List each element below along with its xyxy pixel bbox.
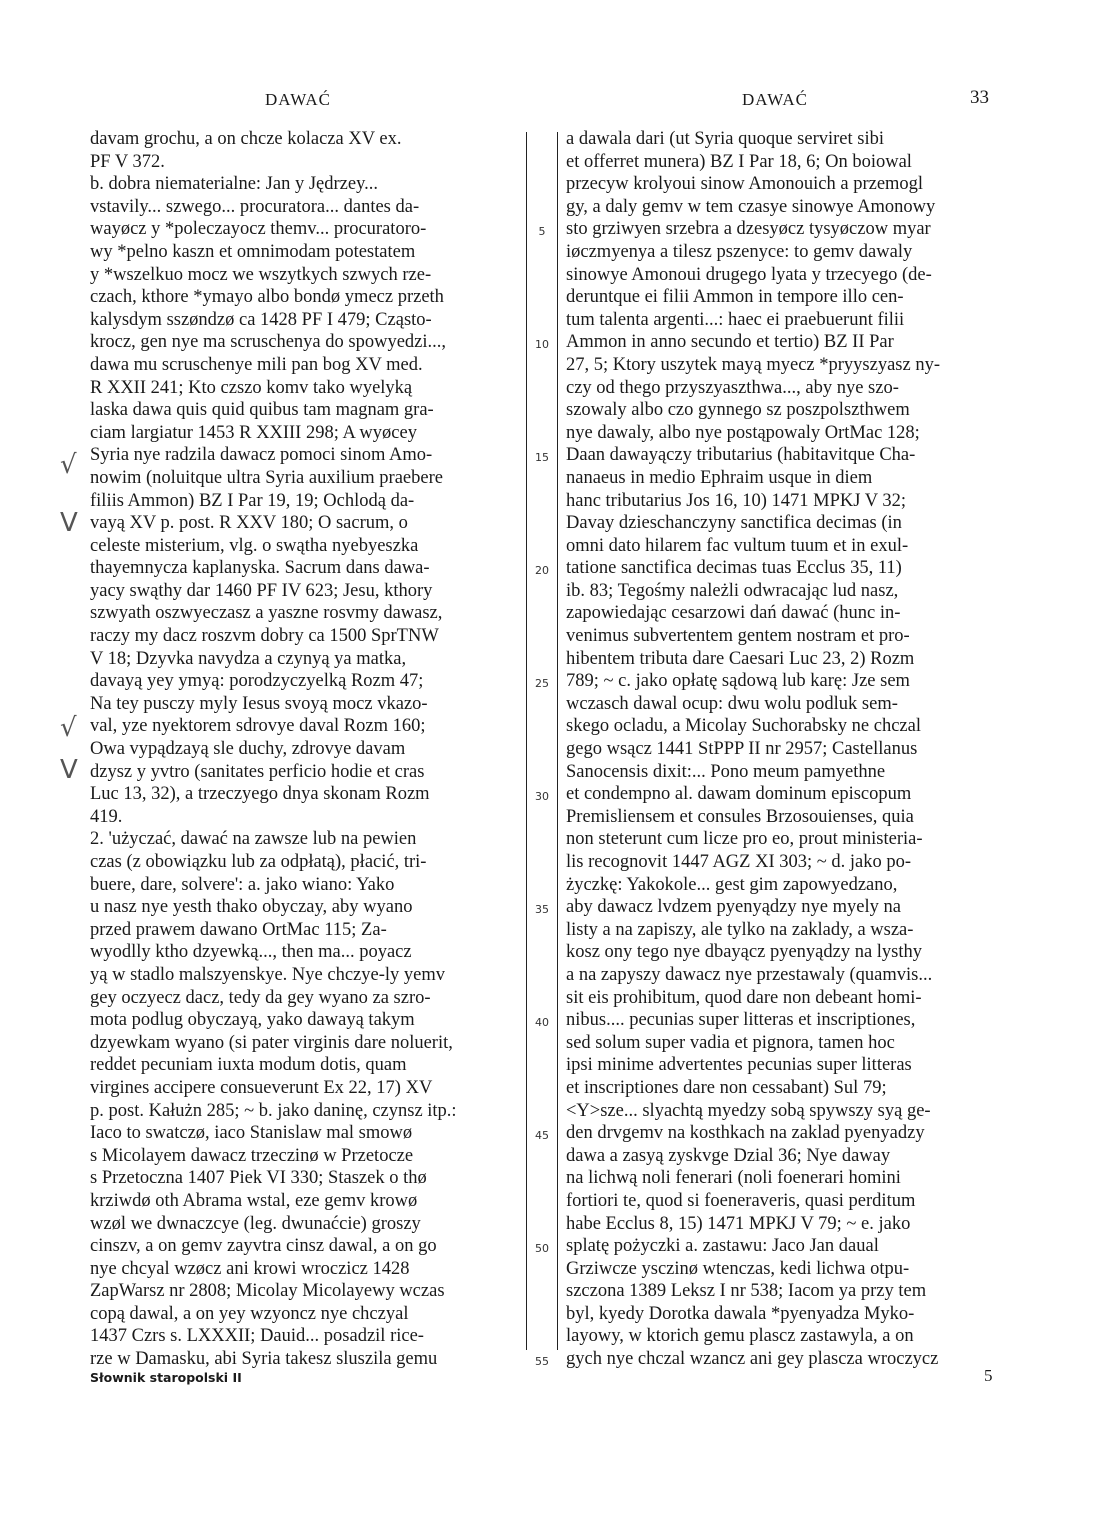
- text-line: venimus subvertentem gentem nostram et pro-: [566, 626, 910, 647]
- text-line: krocz, gen nye ma scruschenya do spowyedzi...,: [90, 332, 447, 353]
- text-line: przecyw krolyoui sinow Amonouich a przemogl: [566, 174, 924, 195]
- text-line: fortiori te, quod si foeneraveris, quasi perditum: [566, 1190, 916, 1211]
- text-line: kalysdym sszøndzø ca 1428 PF I 479; Cząsto-: [90, 309, 432, 330]
- footer-publication: Słownik staropolski II: [90, 1370, 242, 1385]
- text-line: den drvgemv na kosthkach na zaklad pyenyadzy: [566, 1123, 925, 1144]
- text-line: p. post. Kałużn 285; ~ b. jako daninę, czynsz itp.:: [90, 1100, 457, 1121]
- text-line: Grziwcze ysczinø wtenczas, kedi lichwa otpu-: [566, 1258, 910, 1279]
- running-head-right: DAWAĆ: [742, 90, 808, 109]
- text-line: et offerret munera) BZ I Par 18, 6; On boiowal: [566, 151, 912, 172]
- text-line: Na tey pusczy myly Iesus svoyą mocz vkazo-: [90, 693, 428, 714]
- text-line: layowy, w ktorich gemu plascz zastawyla, a on: [566, 1326, 914, 1347]
- text-line: a dawala dari (ut Syria quoque serviret sibi: [566, 129, 884, 149]
- text-line: R XXII 241; Kto czszo komv tako wyelyką: [90, 377, 413, 398]
- text-line: virgines accipere consueverunt Ex 22, 17) XV: [90, 1077, 433, 1098]
- pencil-v-mark: V: [60, 755, 78, 785]
- text-line: val, yze nyektorem sdrovye daval Rozm 160;: [90, 716, 426, 737]
- running-head-left: DAWAĆ: [265, 90, 331, 109]
- text-line: 789; ~ c. jako opłatę sądową lub karę: Jze sem: [566, 671, 910, 692]
- line-number: 50: [535, 1242, 549, 1256]
- text-line: wayøcz y *poleczayocz themv... procuratoro-: [90, 219, 427, 240]
- text-line: nanaeus in medio Ephraim usque in diem: [566, 467, 873, 488]
- text-line: davam grochu, a on chcze kolacza XV ex.: [90, 129, 402, 149]
- text-line: przed prawem dawano OrtMac 115; Za-: [90, 919, 387, 940]
- line-number: 5: [538, 225, 546, 239]
- text-line: Iaco to swatczø, iaco Stanislaw mal smowø: [90, 1123, 413, 1144]
- text-line: szwyath oszwyeczasz a yaszne rosvmy dawasz,: [90, 603, 443, 624]
- text-line: mota podlug obyczayą, yako dawayą takym: [90, 1010, 415, 1031]
- text-line: na lichwą noli fenerari (noli foenerari homini: [566, 1168, 901, 1189]
- right-text-column: [566, 128, 994, 1371]
- text-line: ipsi minime advertentes pecunias super litteras: [566, 1055, 912, 1076]
- text-line: Sanocensis dixit:... Pono meum pamyethne: [566, 761, 886, 782]
- text-line: szowaly albo czo gynnego sz poszpolszthwem: [566, 400, 910, 421]
- text-line: czach, kthore *ymayo albo bondø ymecz przeth: [90, 287, 444, 308]
- text-line: hibentem tributa dare Caesari Luc 23, 2) Rozm: [566, 648, 915, 669]
- text-line: gego wsącz 1441 StPPP II nr 2957; Castellanus: [566, 739, 918, 760]
- text-line: splatę pożyczki a. zastawu: Jaco Jan daual: [566, 1236, 879, 1257]
- line-number: 55: [535, 1355, 549, 1369]
- text-line: V 18; Dzyvka navydza a czynyą ya matka,: [90, 648, 407, 669]
- text-line: Premisliensem et consules Brzosouienses, quia: [566, 806, 914, 827]
- line-number-gutter: [516, 128, 566, 1369]
- text-line: wyodlly ktho dzyewką..., then ma... poyacz: [90, 942, 412, 963]
- line-number: 30: [535, 790, 549, 804]
- text-line: PF V 372.: [90, 151, 165, 172]
- text-line: ZapWarsz nr 2808; Micolay Micolayewy wczas: [90, 1281, 445, 1302]
- text-line: wzøl we dwnaczcye (leg. dwunaćcie) groszy: [90, 1213, 421, 1234]
- text-line: b. dobra niematerialne: Jan y Jędrzey...: [90, 174, 379, 195]
- text-line: Luc 13, 32), a trzeczyego dnya skonam Rozm: [90, 784, 430, 805]
- text-line: rze w Damasku, abi Syria takesz sluszila gemu: [90, 1349, 438, 1370]
- text-line: raczy my dacz roszvm dobry ca 1500 SprTNW: [90, 626, 439, 647]
- text-line: ciam largiatur 1453 R XXIII 298; A wyøcey: [90, 422, 417, 443]
- text-line: tum talenta argenti...: haec ei praebuerunt filii: [566, 309, 905, 330]
- text-line: lis recognovit 1447 AGZ XI 303; ~ d. jako po-: [566, 852, 912, 872]
- text-line: Owa vypądzayą sle duchy, zdrovye davam: [90, 739, 406, 760]
- text-line: reddet pecuniam iuxta modum dotis, quam: [90, 1055, 407, 1076]
- text-line: deruntque ei filii Ammon in tempore illo cen-: [566, 287, 904, 308]
- text-line: życzkę: Yakokole... gest gim zapowyedzano,: [566, 874, 898, 895]
- text-line: szczona 1389 Leksz I nr 538; Iacom ya przy tem: [566, 1281, 927, 1302]
- text-line: listy a na zapiszy, ale tylko na zaklady, a wsza-: [566, 919, 914, 940]
- text-line: a na zapyszy dawacz nye przestawaly (quamvis...: [566, 964, 933, 985]
- text-line: s Micolayem dawacz trzeczinø w Przetocze: [90, 1145, 414, 1166]
- line-number: 40: [535, 1016, 549, 1030]
- text-line: wy *pelno kaszn et omnimodam potestatem: [90, 241, 416, 262]
- text-line: sed solum super vadia et pignora, tamen hoc: [566, 1032, 895, 1053]
- text-line: nowim (noluitque ultra Syria auxilium praebere: [90, 467, 443, 488]
- text-line: dzysz y yvtro (sanitates perficio hodie et cras: [90, 761, 425, 782]
- text-line: gych nye chczal wzancz ani gey plascza wroczycz: [566, 1349, 939, 1370]
- line-number: 25: [535, 677, 549, 691]
- text-line: et inscriptiones dare non cessabant) Sul 79;: [566, 1077, 887, 1098]
- text-line: u nasz nye yesth thako obyczay, aby wyano: [90, 897, 413, 918]
- line-number: 10: [535, 338, 549, 352]
- text-line: dawa mu scruschenye mili pan bog XV med.: [90, 354, 423, 375]
- text-line: 419.: [90, 806, 123, 827]
- text-line: byl, kyedy Dorotka dawala *pyenyadza Myko-: [566, 1303, 915, 1324]
- text-line: cinszv, a on gemv zayvtra cinsz dawal, a on go: [90, 1236, 437, 1257]
- text-line: filiis Ammon) BZ I Par 19, 19; Ochlodą da-: [90, 490, 415, 511]
- text-line: skego ocladu, a Micolay Suchorabsky ne chczal: [566, 716, 921, 737]
- pencil-check-mark: √: [60, 713, 77, 743]
- line-number: 35: [535, 903, 549, 917]
- line-number: 20: [535, 564, 549, 578]
- text-line: zapowiedając cesarzowi dań dawać (hunc in-: [566, 603, 901, 624]
- pencil-check-mark: √: [60, 450, 77, 480]
- text-line: omni dato hilarem fac vultum tuum et in exul-: [566, 535, 909, 556]
- text-line: sinowye Amonoui drugego lyata y trzecyego (de-: [566, 264, 932, 285]
- text-line: gey oczyecz dacz, tedy da gey wyano za szro-: [90, 987, 431, 1008]
- text-line: Daan dawayączy tributarius (habitavitque Cha-: [566, 445, 916, 466]
- text-line: sto grziwyen srzebra a dzesyøcz tysyøczow myar: [566, 219, 931, 240]
- text-line: dzyewkam wyano (si pater virginis dare noluerit,: [90, 1032, 453, 1053]
- text-line: kosz ony tego nye dbayącz pyenyądzy na lysthy: [566, 942, 923, 963]
- text-line: et condempno al. dawam dominum episcopum: [566, 784, 912, 805]
- page-number: 33: [970, 87, 989, 108]
- text-line: Ammon in anno secundo et tertio) BZ II Par: [566, 332, 894, 353]
- text-line: laska dawa quis quid quibus tam magnam gra-: [90, 400, 434, 421]
- text-line: thayemnycza kaplanyska. Sacrum dans dawa-: [90, 558, 430, 579]
- text-line: yą w stadlo malszyenskye. Nye chczye-ly yemv: [90, 964, 445, 985]
- text-line: aby dawacz lvdzem pyenyądzy nye myely na: [566, 897, 901, 918]
- text-line: hanc tributarius Jos 16, 10) 1471 MPKJ V 32;: [566, 490, 907, 511]
- text-line: non steterunt cum licze pro eo, prout ministeria-: [566, 829, 923, 850]
- left-text-column: [90, 128, 516, 1371]
- text-line: celeste misterium, vlg. o swątha nyebyeszka: [90, 535, 419, 556]
- text-line: tatione sanctifica decimas tuas Ecclus 35, 11): [566, 558, 902, 579]
- text-line: yacy swąthy dar 1460 PF IV 623; Jesu, kthory: [90, 580, 433, 601]
- text-line: czy od thego przyszyaszthwa..., aby nye szo-: [566, 377, 899, 398]
- text-line: wczasch dawal ocup: dwu wolu podluk sem-: [566, 693, 898, 714]
- pencil-v-mark: V: [60, 508, 78, 538]
- text-line: nye dawaly, albo nye postąpowaly OrtMac 128;: [566, 422, 920, 443]
- text-line: Syria nye radzila dawacz pomoci sinom Amo-: [90, 445, 433, 466]
- text-line: vayą XV p. post. R XXV 180; O sacrum, o: [90, 513, 408, 534]
- text-line: nibus.... pecunias super litteras et inscriptiones,: [566, 1010, 916, 1031]
- text-line: krziwdø oth Abrama wstal, eze gemv krowø: [90, 1190, 418, 1211]
- text-line: copą dawal, a on yey wzyoncz nye chczyal: [90, 1303, 409, 1324]
- text-line: nye chcyal wzøcz ani krowi wroczicz 1428: [90, 1258, 410, 1279]
- text-line: y *wszelkuo mocz we wszytkych szwych rze-: [90, 264, 432, 285]
- text-line: 27, 5; Ktory uszytek mayą myecz *pryyszyasz ny-: [566, 354, 941, 375]
- footer-sheet-number: 5: [984, 1366, 993, 1385]
- text-line: dawa a zasyą zyskvge Dzial 36; Nye daway: [566, 1145, 891, 1166]
- text-line: vstavily... szwego... procuratora... dantes da-: [90, 196, 420, 217]
- text-line: gy, a daly gemv w tem czasye sinowye Amonowy: [566, 196, 936, 217]
- text-line: iøczmyenya a tilesz pszenyce: to gemv dawaly: [566, 241, 913, 262]
- text-line: sit eis prohibitum, quod dare non debeant homi-: [566, 987, 922, 1008]
- text-line: Davay dzieschanczyny sanctifica decimas (in: [566, 513, 902, 534]
- text-line: habe Ecclus 8, 15) 1471 MPKJ V 79; ~ e. jako: [566, 1213, 911, 1234]
- text-line: s Przetoczna 1407 Piek VI 330; Staszek o thø: [90, 1168, 427, 1189]
- text-line: czas (z obowiązku lub za odpłatą), płacić, tri-: [90, 852, 427, 872]
- line-number: 15: [535, 451, 549, 465]
- line-number: 45: [535, 1129, 549, 1143]
- text-line: <Y>sze... slyachtą myedzy sobą spywszy syą ge-: [566, 1100, 931, 1121]
- text-line: 1437 Czrs s. LXXXII; Dauid... posadzil rice-: [90, 1326, 424, 1347]
- text-line: ib. 83; Tegośmy należli odwracając lud nasz,: [566, 580, 899, 601]
- text-line: 2. 'użyczać, dawać na zawsze lub na pewien: [90, 829, 417, 850]
- text-line: davayą yey ymyą: porodzyczyelką Rozm 47;: [90, 671, 424, 692]
- text-line: buere, dare, solvere': a. jako wiano: Yako: [90, 874, 395, 895]
